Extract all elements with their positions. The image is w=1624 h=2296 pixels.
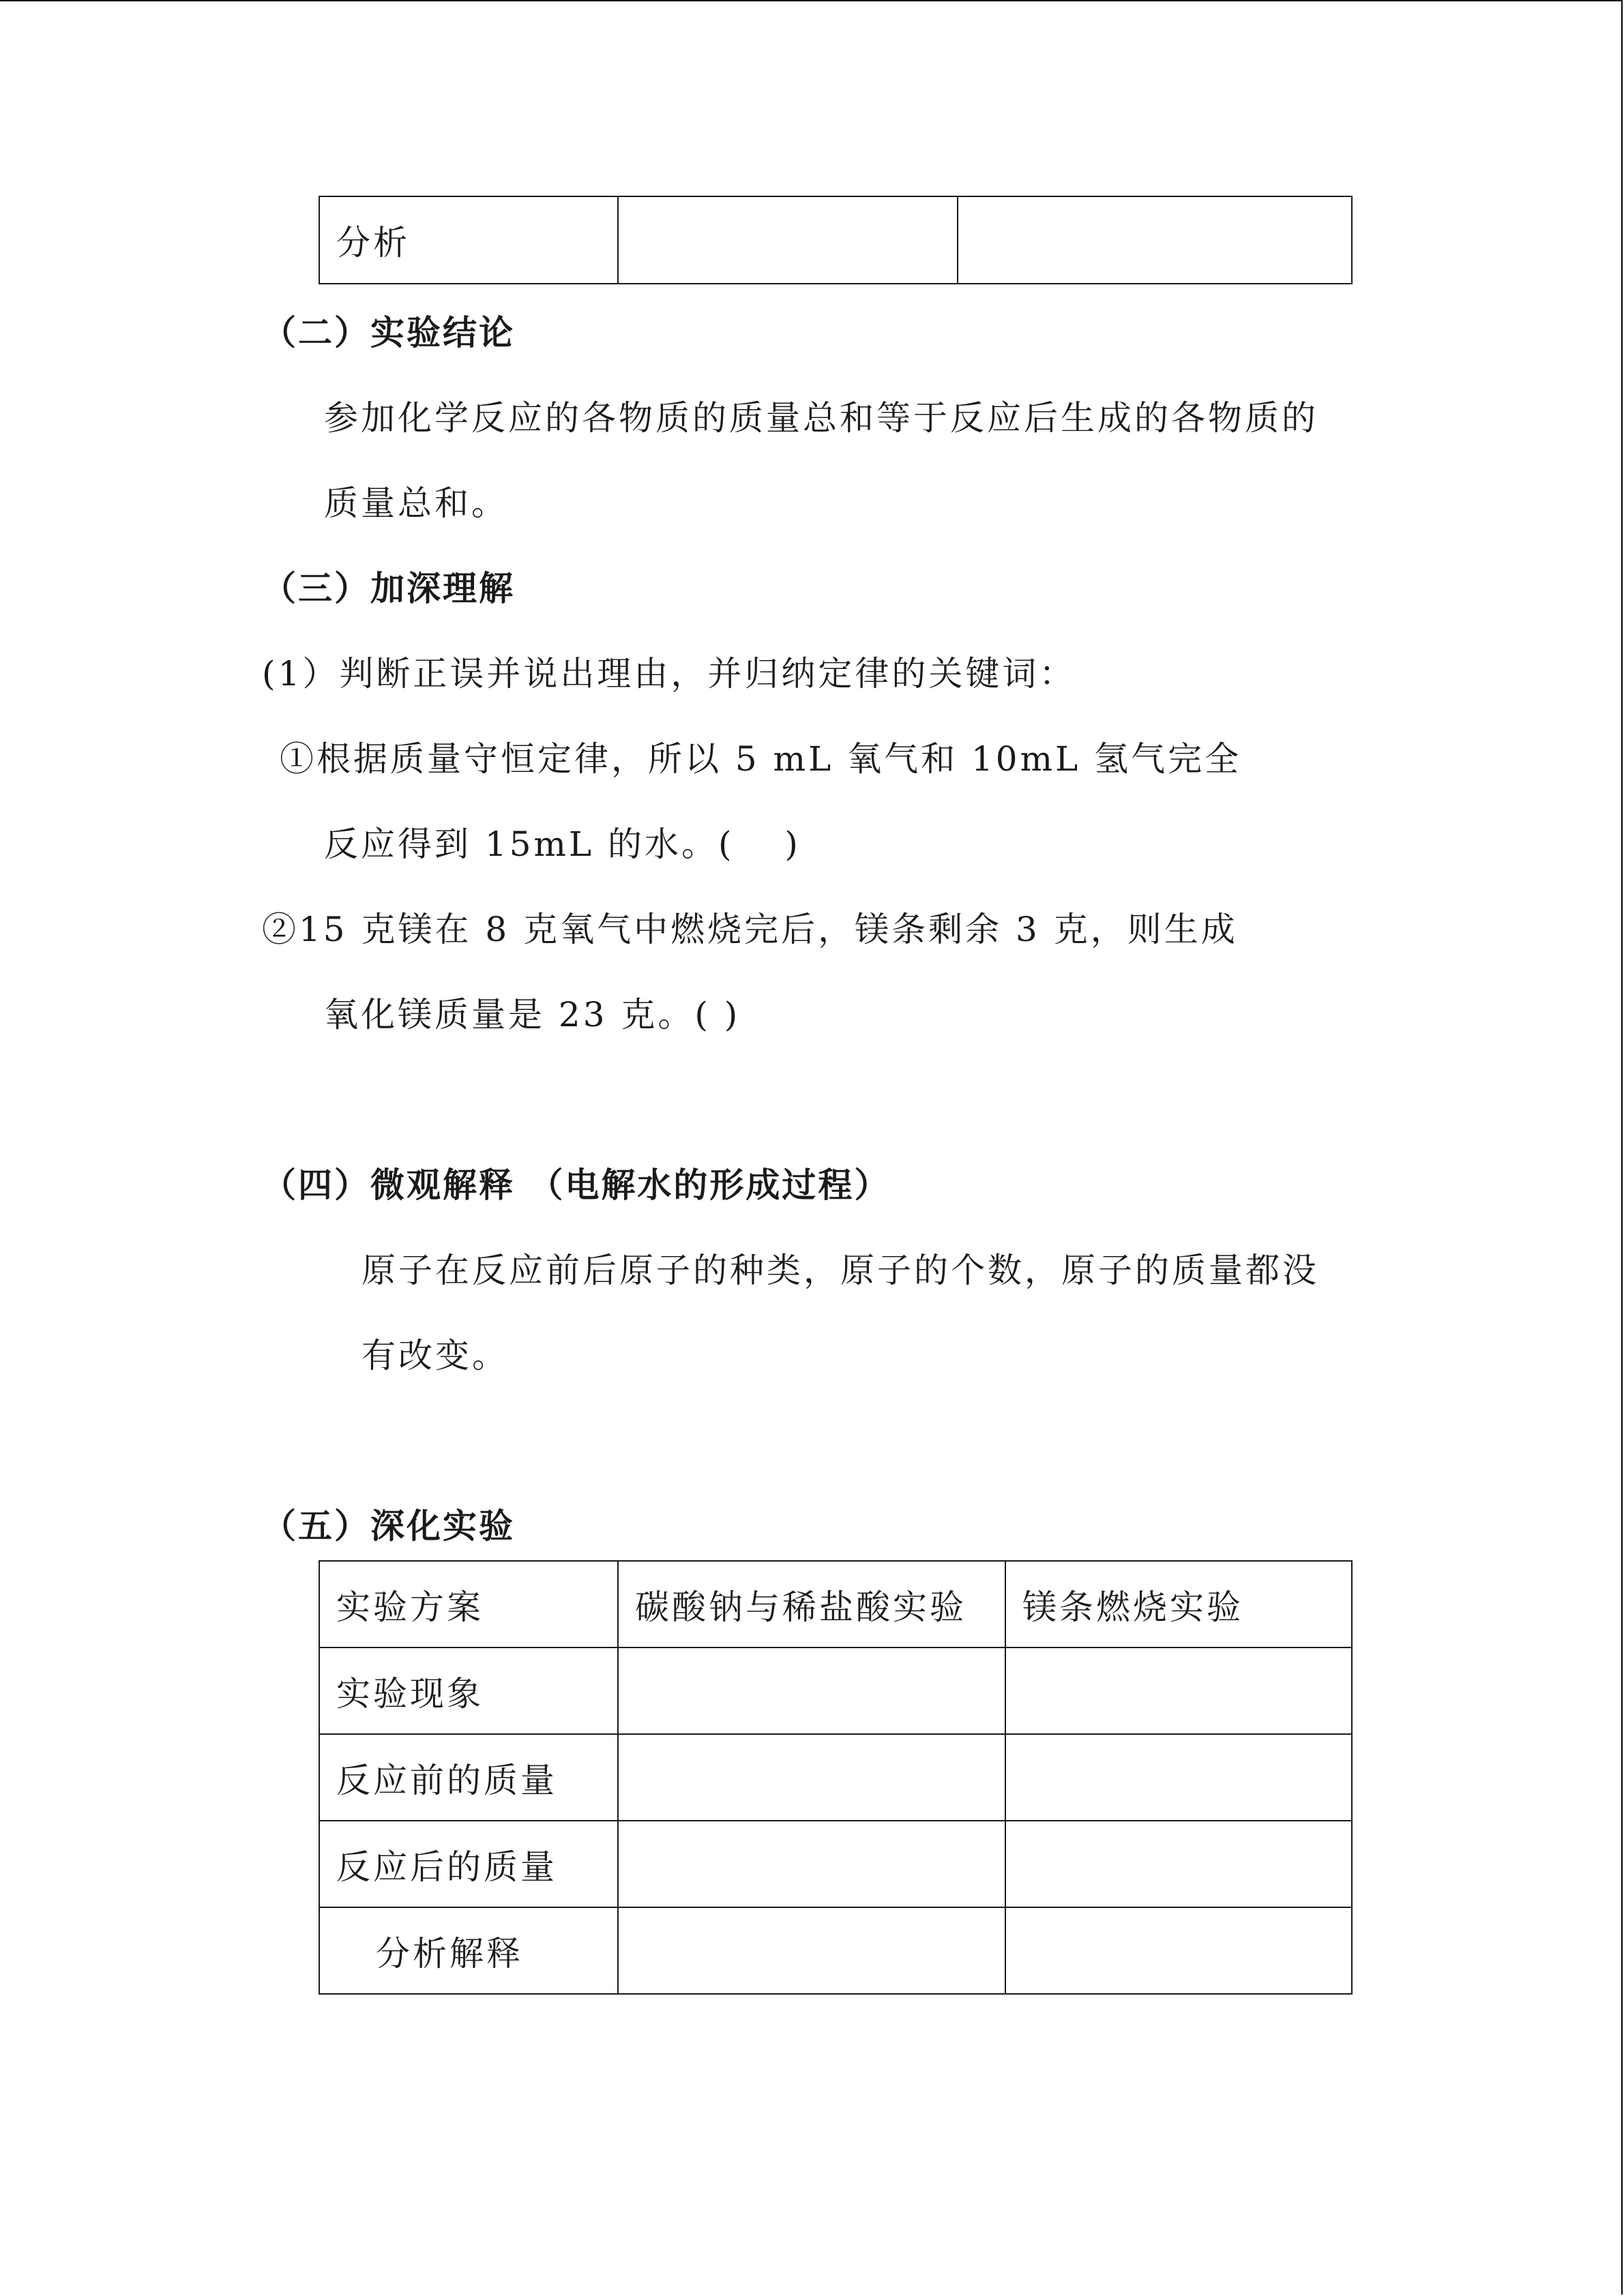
table-header-cell: 实验方案 bbox=[319, 1561, 618, 1648]
question-item-1-continued: 反应得到 15mL 的水。( ) bbox=[324, 824, 801, 864]
table-cell: 反应前的质量 bbox=[319, 1734, 618, 1821]
section-heading-conclusion: （二）实验结论 bbox=[262, 312, 515, 353]
table-cell bbox=[618, 1648, 1005, 1734]
question-item-2-continued: 氧化镁质量是 23 克。( ) bbox=[324, 995, 741, 1034]
table-cell bbox=[1005, 1907, 1352, 1994]
question-item-2: ②15 克镁在 8 克氧气中燃烧完后，镁条剩余 3 克，则生成 bbox=[262, 910, 1238, 949]
table-cell bbox=[1005, 1648, 1352, 1734]
question-prompt: (1）判断正误并说出理由，并归纳定律的关键词： bbox=[262, 654, 1076, 694]
table-row bbox=[319, 1907, 1352, 1994]
table-row bbox=[319, 1734, 1352, 1821]
micro-explanation-line: 有改变。 bbox=[361, 1336, 509, 1375]
table-cell bbox=[618, 1907, 1005, 1994]
table-cell bbox=[1005, 1734, 1352, 1821]
micro-explanation-line: 原子在反应前后原子的种类，原子的个数，原子的质量都没 bbox=[361, 1251, 1319, 1290]
question-item-1: ①根据质量守恒定律，所以 5 mL 氧气和 10mL 氢气完全 bbox=[280, 739, 1242, 779]
section-heading-micro-explanation: （四）微观解释 （电解水的形成过程） bbox=[262, 1165, 891, 1205]
table-cell bbox=[1005, 1821, 1352, 1907]
table-cell: 实验现象 bbox=[319, 1648, 618, 1734]
table-cell: 反应后的质量 bbox=[319, 1821, 618, 1907]
table-cell bbox=[618, 196, 958, 284]
table-cell bbox=[618, 1821, 1005, 1907]
section-heading-understanding: （三）加深理解 bbox=[262, 568, 515, 608]
table-header-row bbox=[319, 1561, 1352, 1648]
table-cell: 分析 bbox=[319, 196, 618, 284]
conclusion-text-line: 质量总和。 bbox=[324, 483, 508, 523]
table-row bbox=[319, 196, 1352, 284]
conclusion-text-line: 参加化学反应的各物质的质量总和等于反应后生成的各物质的 bbox=[324, 398, 1318, 438]
analysis-table bbox=[319, 196, 1353, 284]
table-row bbox=[319, 1648, 1352, 1734]
table-row bbox=[319, 1821, 1352, 1907]
section-heading-deep-experiment: （五）深化实验 bbox=[262, 1506, 515, 1546]
experiment-table bbox=[319, 1560, 1353, 1995]
table-header-cell: 镁条燃烧实验 bbox=[1005, 1561, 1352, 1648]
table-cell: 分析解释 bbox=[319, 1907, 618, 1994]
table-cell bbox=[958, 196, 1352, 284]
table-header-cell: 碳酸钠与稀盐酸实验 bbox=[618, 1561, 1005, 1648]
table-cell bbox=[618, 1734, 1005, 1821]
